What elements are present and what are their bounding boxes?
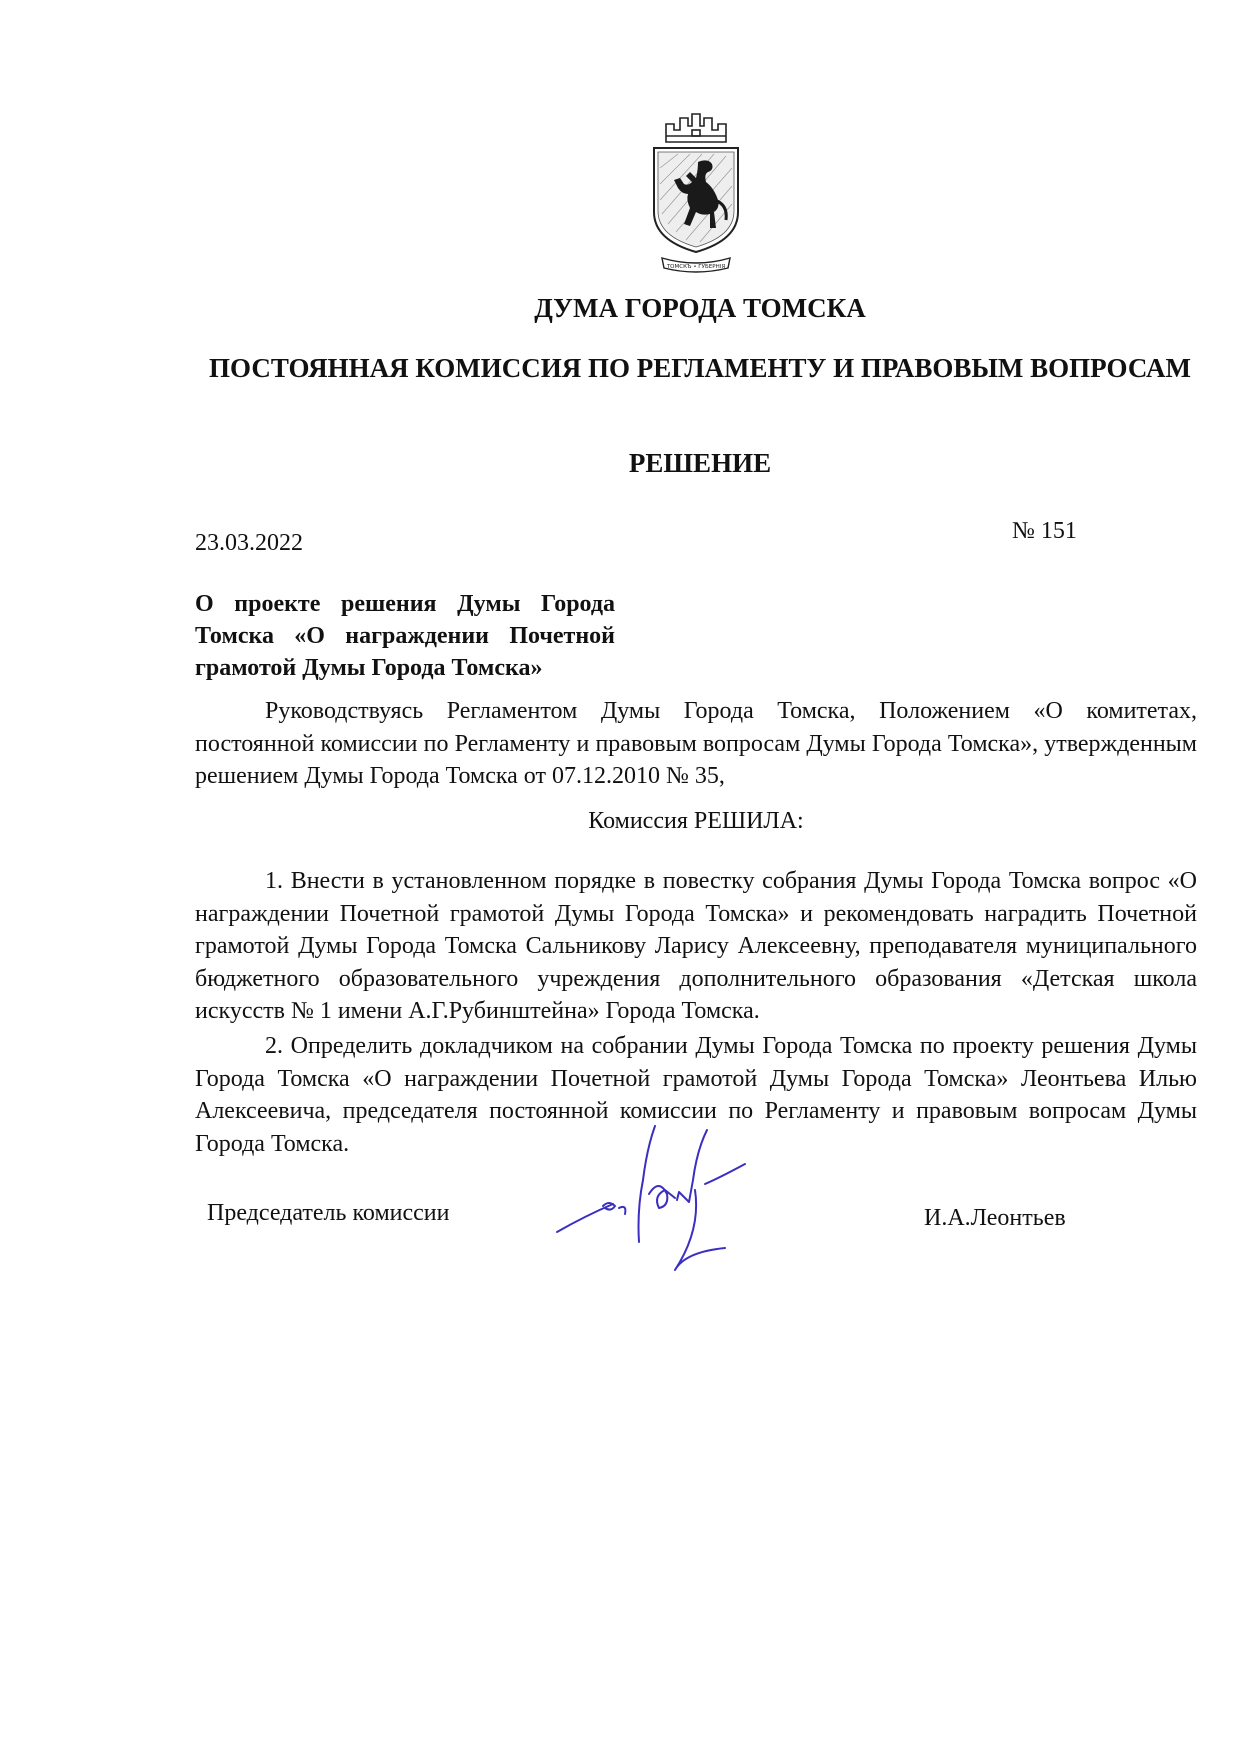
svg-text:ТОМСКЪ • ГУБЕРНIЯ: ТОМСКЪ • ГУБЕРНIЯ (666, 264, 726, 270)
signatory-name: И.А.Леонтьев (924, 1205, 1066, 1231)
commission-title: ПОСТОЯННАЯ КОМИССИЯ ПО РЕГЛАМЕНТУ И ПРАВОВЫМ ВОПРОСАМ (209, 353, 1191, 383)
handwritten-signature-icon (555, 1120, 775, 1280)
document-type-title: РЕШЕНИЕ (628, 448, 772, 478)
decision-item-2: 2. Определить докладчиком на собрании Думы Города Томска по проекту решения Думы Города Томска «О награждении Почетной грамотой Думы Города Томска» Леонтьева Илью Алексеевича, председателя постоянной комиссии по Регламенту и правовым вопросам Думы Города Томска. (195, 1033, 1197, 1157)
intro-paragraph: Руководствуясь Регламентом Думы Города Томска, Положением «О комитетах, постоянной комиссии по Регламенту и правовым вопросам Думы Города Томска», утвержденным решением Думы Города Томска от 07.12.2010 № 35, (195, 698, 1197, 789)
decision-subject: О проекте решения Думы Города Томска «О награждении Почетной грамотой Думы Города Томска» (195, 591, 615, 681)
decision-item-1: 1. Внести в установленном порядке в повестку собрания Думы Города Томска вопрос «О награждении Почетной грамотой Думы Города Томска» и рекомендовать наградить Почетной грамотой Думы Города Томска Сальникову Ларису Алексеевну, преподавателя муниципального бюджетного образовательного учреждения дополнительного образования «Детская школа искусств № 1 имени А.Г.Рубинштейна» Города Томска. (195, 868, 1197, 1024)
decision-date: 23.03.2022 (195, 530, 303, 556)
signatory-role: Председатель комиссии (207, 1200, 450, 1226)
decision-number: № 151 (1012, 518, 1077, 544)
decided-heading: Комиссия РЕШИЛА: (588, 808, 804, 834)
organization-title: ДУМА ГОРОДА ТОМСКА (534, 293, 866, 323)
tomsk-coat-of-arms-icon (648, 108, 744, 280)
